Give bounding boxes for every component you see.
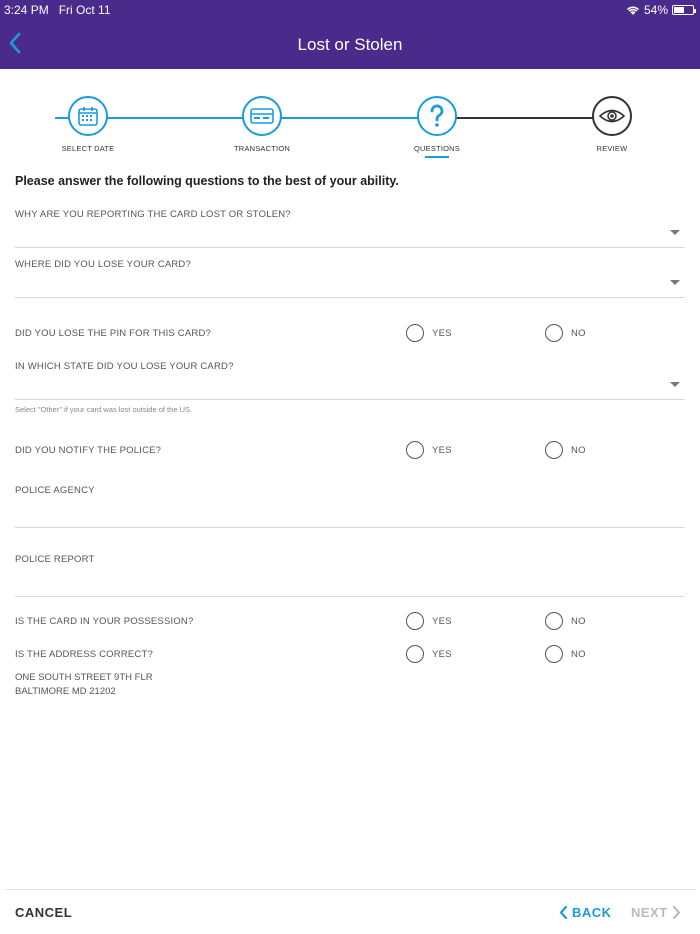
status-time-date — [4, 3, 111, 17]
radio-circle — [406, 612, 424, 630]
cancel-button[interactable]: CANCEL — [15, 905, 73, 920]
address-yes-radio[interactable] — [406, 645, 452, 663]
radio-label: YES — [432, 444, 452, 456]
eye-icon — [599, 108, 625, 124]
step-select-date[interactable] — [38, 96, 138, 153]
radio-circle — [406, 324, 424, 342]
mailing-address — [15, 671, 153, 699]
radio-circle — [545, 612, 563, 630]
active-step-indicator — [425, 156, 449, 158]
radio-label: YES — [432, 648, 452, 660]
police-agency-label: POLICE AGENCY — [15, 485, 95, 496]
possession-label: IS THE CARD IN YOUR POSSESSION? — [15, 616, 194, 627]
progress-stepper — [0, 90, 700, 160]
back-button[interactable] — [559, 905, 612, 920]
where-select[interactable] — [15, 297, 685, 298]
battery-percent: 54% — [643, 3, 668, 17]
status-date: Fri Oct 11 — [58, 3, 111, 17]
where-label: WHERE DID YOU LOSE YOUR CARD? — [15, 259, 191, 270]
address-line-1: ONE SOUTH STREET 9TH FLR — [15, 672, 153, 683]
status-bar — [0, 0, 700, 20]
radio-circle — [545, 441, 563, 459]
possession-yes-radio[interactable] — [406, 612, 452, 630]
reason-label: WHY ARE YOU REPORTING THE CARD LOST OR STOLEN? — [15, 209, 291, 220]
where-dropdown-arrow-icon[interactable] — [670, 280, 680, 285]
police-agency-input[interactable] — [15, 527, 685, 528]
step-circle — [592, 96, 632, 136]
radio-circle — [545, 645, 563, 663]
battery-cap — [694, 9, 696, 13]
state-dropdown-arrow-icon[interactable] — [670, 382, 680, 387]
police-yes-radio[interactable] — [406, 441, 452, 459]
step-review[interactable] — [562, 96, 662, 153]
possession-no-radio[interactable] — [545, 612, 586, 630]
radio-label: NO — [571, 444, 586, 456]
wifi-icon — [626, 5, 640, 16]
radio-label: NO — [571, 327, 586, 339]
state-label: IN WHICH STATE DID YOU LOSE YOUR CARD? — [15, 361, 234, 372]
step-label: SELECT DATE — [61, 144, 115, 153]
radio-label: NO — [571, 648, 586, 660]
radio-label: YES — [432, 327, 452, 339]
step-transaction[interactable] — [212, 96, 312, 153]
page-title: Lost or Stolen — [297, 35, 403, 54]
pin-yes-radio[interactable] — [406, 324, 452, 342]
police-report-input[interactable] — [15, 596, 685, 597]
footer-divider — [5, 889, 695, 890]
reason-select[interactable] — [15, 247, 685, 248]
state-select[interactable] — [15, 399, 685, 400]
step-circle — [68, 96, 108, 136]
step-circle — [417, 96, 457, 136]
next-button-label: NEXT — [631, 905, 668, 920]
step-label: REVIEW — [596, 144, 628, 153]
state-hint: Select "Other" if your card was lost outside of the US. — [15, 405, 193, 414]
police-report-label: POLICE REPORT — [15, 554, 95, 565]
step-questions[interactable] — [387, 96, 487, 158]
address-no-radio[interactable] — [545, 645, 586, 663]
status-indicators — [626, 3, 694, 17]
address-line-2: BALTIMORE MD 21202 — [15, 686, 116, 697]
reason-dropdown-arrow-icon[interactable] — [670, 230, 680, 235]
pin-no-radio[interactable] — [545, 324, 586, 342]
chevron-right-icon — [672, 906, 681, 919]
chevron-left-icon — [559, 906, 568, 919]
credit-card-icon — [250, 107, 274, 125]
radio-circle — [406, 645, 424, 663]
battery-icon — [672, 5, 694, 15]
radio-label: YES — [432, 615, 452, 627]
police-no-radio[interactable] — [545, 441, 586, 459]
address-label: IS THE ADDRESS CORRECT? — [15, 649, 153, 660]
app-header — [0, 0, 700, 69]
radio-label: NO — [571, 615, 586, 627]
question-icon — [427, 104, 447, 128]
step-label: QUESTIONS — [414, 144, 460, 153]
step-circle — [242, 96, 282, 136]
next-button[interactable] — [631, 905, 681, 920]
step-label: TRANSACTION — [234, 144, 290, 153]
radio-circle — [545, 324, 563, 342]
police-label: DID YOU NOTIFY THE POLICE? — [15, 445, 162, 456]
pin-label: DID YOU LOSE THE PIN FOR THIS CARD? — [15, 328, 211, 339]
status-time: 3:24 PM — [4, 3, 49, 17]
calendar-icon — [77, 105, 99, 127]
battery-fill — [674, 7, 684, 13]
instructions-text: Please answer the following questions to the best of your ability. — [15, 174, 399, 188]
back-button-label: BACK — [572, 905, 612, 920]
radio-circle — [406, 441, 424, 459]
